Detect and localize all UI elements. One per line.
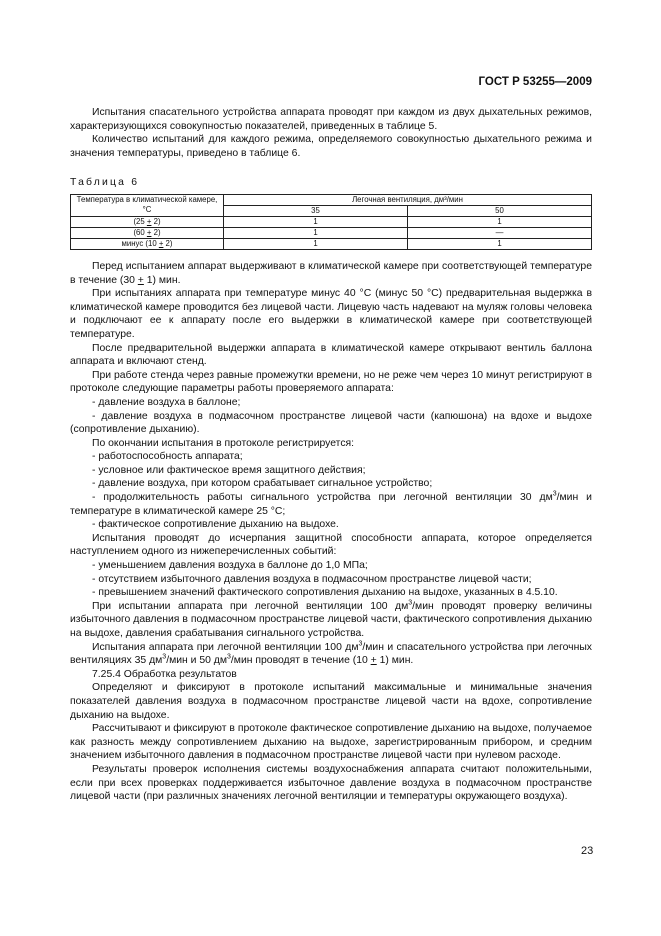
col-header-temperature: Температура в климатической камере, °С bbox=[71, 194, 224, 216]
paragraph: Определяют и фиксируют в протоколе испытаний максимальные и минимальные значения показателей давления воздуха в подмасочном пространстве лицевой части на вдохе, сопротивление дыханию на выдохе. bbox=[70, 682, 592, 721]
paragraph: После предварительной выдержки аппарата в климатической камере открывают вентиль баллона аппарата и включают стенд. bbox=[70, 342, 592, 368]
paragraph: Испытания спасательного устройства аппарата проводят при каждом из двух дыхательных режимов, характеризующихся совокупностью показателей, приведенных в таблице 5. bbox=[70, 107, 592, 132]
cell-50: 1 bbox=[407, 216, 591, 227]
page-number: 23 bbox=[581, 845, 594, 857]
list-item: - работоспособность аппарата; bbox=[92, 451, 243, 463]
paragraph: По окончании испытания в протоколе регистрируется: bbox=[92, 437, 355, 449]
list-item: - давление воздуха, при котором срабатывает сигнальное устройство; bbox=[92, 478, 433, 490]
table-caption: Таблица 6 bbox=[70, 177, 140, 189]
paragraph: Рассчитывают и фиксируют в протоколе фактическое сопротивление дыханию на выдохе, получаемое как разность между сопротивлением дыханию на выдохе, зарегистрированным прибором, и средним значением избыточного давления в подмасочном пространстве лицевой части при нулевом расходе. bbox=[70, 723, 592, 762]
document-header: ГОСТ Р 53255—2009 bbox=[478, 76, 592, 88]
cell-35: 1 bbox=[224, 227, 408, 238]
paragraph: Перед испытанием аппарат выдерживают в климатической камере при соответствующей температуре в течение (30 + 1) мин. bbox=[70, 260, 592, 286]
cell-temperature: (60 + 2) bbox=[71, 227, 224, 238]
list-item: - давление воздуха в подмасочном пространстве лицевой части (капюшона) на вдохе и выдохе (сопротивление дыханию). bbox=[70, 410, 592, 436]
cell-50: 1 bbox=[407, 238, 591, 249]
cell-35: 1 bbox=[224, 238, 408, 249]
section-heading: 7.25.4 Обработка результатов bbox=[92, 668, 237, 680]
paragraph: Испытания проводят до исчерпания защитной способности аппарата, которое определяется наступлением одного из нижеперечисленных событий: bbox=[70, 532, 592, 558]
table-row bbox=[71, 216, 592, 227]
cell-50: — bbox=[407, 227, 591, 238]
paragraph: Результаты проверок исполнения системы воздухоснабжения аппарата считают положительными, если при всех проверках поддерживается избыточное давление воздуха в подмасочном пространстве лицевой части (при различных значениях легочной вентиляции и температуры окружающего воздуха). bbox=[70, 763, 592, 803]
sub-header-35: 35 bbox=[224, 205, 408, 216]
table-row bbox=[71, 227, 592, 238]
list-item: - уменьшением давления воздуха в баллоне до 1,0 МПа; bbox=[92, 560, 368, 572]
cell-temperature: минус (10 + 2) bbox=[71, 238, 224, 249]
page-content bbox=[70, 106, 592, 804]
list-item: - превышением значений фактического сопротивления дыханию на выдохе, указанных в 4.5.10. bbox=[92, 587, 558, 599]
table-6 bbox=[70, 194, 592, 250]
list-item: - давление воздуха в баллоне; bbox=[92, 396, 241, 408]
cell-35: 1 bbox=[224, 216, 408, 227]
list-item: - продолжительность работы сигнального устройства при легочной вентиляции 30 $дм^3$/мин и температуре в климатической камере 25 °С; bbox=[70, 490, 592, 517]
list-item: - фактическое сопротивление дыханию на выдохе. bbox=[92, 519, 339, 531]
paragraph: При работе стенда через равные промежутки времени, но не реже чем через 10 минут регистрируют в протоколе следующие параметры работы проверяемого аппарата: bbox=[70, 369, 592, 395]
table-row bbox=[71, 238, 592, 249]
paragraph: При испытании аппарата при легочной вентиляции 100 $дм^3$/мин проводят проверку величины избыточного давления в подмасочном пространстве лицевой части, фактического сопротивления дыханию на выдохе, давления срабатывания сигнального устройства. bbox=[70, 599, 593, 639]
list-item: - условное или фактическое время защитного действия; bbox=[92, 464, 366, 476]
cell-temperature: (25 + 2) bbox=[71, 216, 224, 227]
list-item: - отсутствием избыточного давления воздуха в подмасочном пространстве лицевой части; bbox=[92, 573, 532, 585]
paragraph: Испытания аппарата при легочной вентиляции 100 $дм^3$/мин и спасательного устройства при легочных вентиляциях 35 $дм^3$/мин и 50 $дм^3$/мин проводят в течение (10 + 1) мин. bbox=[70, 640, 593, 667]
paragraph: Количество испытаний для каждого режима, определяемого совокупностью дыхательного режима и значения температуры, приведено в таблице 6. bbox=[70, 134, 592, 159]
paragraph: При испытаниях аппарата при температуре минус 40 °С (минус 50 °С) предварительная выдержка в климатической камере проводится без лицевой части. Лицевую часть надевают на муляж головы человека и подключают ее к аппарату после его выдержки в климатической камере при соответствующей температуре. bbox=[70, 288, 592, 340]
sub-header-50: 50 bbox=[407, 205, 591, 216]
col-header-ventilation: Легочная вентиляция, дм³/мин bbox=[224, 194, 592, 205]
